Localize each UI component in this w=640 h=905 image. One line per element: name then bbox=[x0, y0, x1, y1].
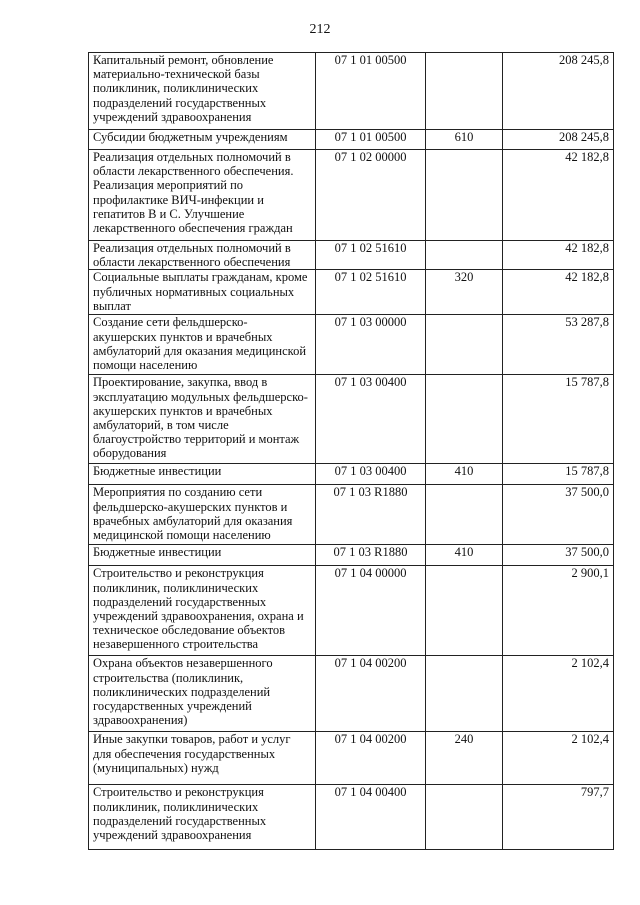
row-code: 07 1 04 00400 bbox=[316, 785, 426, 850]
row-code: 07 1 01 00500 bbox=[316, 53, 426, 130]
row-name: Субсидии бюджетным учреждениям bbox=[89, 130, 316, 150]
budget-table bbox=[88, 52, 614, 850]
row-code: 07 1 03 00400 bbox=[316, 375, 426, 464]
row-kvr bbox=[426, 785, 503, 850]
row-name: Создание сети фельдшерско-акушерских пунктов и врачебных амбулаторий для оказания медицинской помощи населению bbox=[89, 315, 316, 375]
table-row bbox=[89, 485, 614, 545]
row-code: 07 1 02 51610 bbox=[316, 241, 426, 270]
table-row bbox=[89, 315, 614, 375]
row-name: Охрана объектов незавершенного строительства (поликлиник, поликлинических подразделений государственных учреждений здравоохранения) bbox=[89, 656, 316, 732]
row-code: 07 1 04 00000 bbox=[316, 566, 426, 656]
table-row bbox=[89, 270, 614, 315]
row-code: 07 1 04 00200 bbox=[316, 656, 426, 732]
row-name: Строительство и реконструкция поликлиник, поликлинических подразделений государственных учреждений здравоохранения bbox=[89, 785, 316, 850]
row-code: 07 1 04 00200 bbox=[316, 732, 426, 785]
table-row bbox=[89, 732, 614, 785]
row-kvr: 410 bbox=[426, 464, 503, 485]
row-code: 07 1 03 00400 bbox=[316, 464, 426, 485]
row-name: Социальные выплаты гражданам, кроме публичных нормативных социальных выплат bbox=[89, 270, 316, 315]
row-code: 07 1 02 51610 bbox=[316, 270, 426, 315]
row-kvr bbox=[426, 566, 503, 656]
row-sum: 42 182,8 bbox=[503, 241, 614, 270]
table-row bbox=[89, 150, 614, 241]
row-kvr bbox=[426, 315, 503, 375]
row-name: Бюджетные инвестиции bbox=[89, 545, 316, 566]
row-sum: 2 102,4 bbox=[503, 656, 614, 732]
row-name: Проектирование, закупка, ввод в эксплуатацию модульных фельдшерско-акушерских пунктов и врачебных амбулаторий, в том числе благоустройство территорий и монтаж оборудования bbox=[89, 375, 316, 464]
table-row bbox=[89, 656, 614, 732]
table-row bbox=[89, 785, 614, 850]
page-number: 212 bbox=[309, 22, 331, 37]
row-sum: 208 245,8 bbox=[503, 130, 614, 150]
table-row bbox=[89, 130, 614, 150]
row-kvr: 320 bbox=[426, 270, 503, 315]
row-sum: 2 900,1 bbox=[503, 566, 614, 656]
row-kvr bbox=[426, 656, 503, 732]
row-sum: 53 287,8 bbox=[503, 315, 614, 375]
row-kvr: 410 bbox=[426, 545, 503, 566]
table-row bbox=[89, 545, 614, 566]
row-sum: 42 182,8 bbox=[503, 270, 614, 315]
row-name: Бюджетные инвестиции bbox=[89, 464, 316, 485]
row-name: Реализация отдельных полномочий в области лекарственного обеспечения bbox=[89, 241, 316, 270]
row-sum: 15 787,8 bbox=[503, 464, 614, 485]
table-row bbox=[89, 241, 614, 270]
row-kvr bbox=[426, 375, 503, 464]
row-kvr: 240 bbox=[426, 732, 503, 785]
row-name: Иные закупки товаров, работ и услуг для обеспечения государственных (муниципальных) нужд bbox=[89, 732, 316, 785]
row-kvr bbox=[426, 485, 503, 545]
row-name: Строительство и реконструкция поликлиник, поликлинических подразделений государственных учреждений здравоохранения, охрана и техническое обследование объектов незавершенного строительства bbox=[89, 566, 316, 656]
row-name: Капитальный ремонт, обновление материально-технической базы поликлиник, поликлинических подразделений государственных учреждений здравоохранения bbox=[89, 53, 316, 130]
row-kvr: 610 bbox=[426, 130, 503, 150]
row-code: 07 1 03 R1880 bbox=[316, 485, 426, 545]
row-sum: 37 500,0 bbox=[503, 545, 614, 566]
row-code: 07 1 03 00000 bbox=[316, 315, 426, 375]
table-row bbox=[89, 375, 614, 464]
row-sum: 15 787,8 bbox=[503, 375, 614, 464]
row-name: Мероприятия по созданию сети фельдшерско-акушерских пунктов и врачебных амбулаторий для оказания медицинской помощи населению bbox=[89, 485, 316, 545]
row-name: Реализация отдельных полномочий в области лекарственного обеспечения. Реализация мероприятий по профилактике ВИЧ-инфекции и гепатитов В и С. Улучшение лекарственного обеспечения граждан bbox=[89, 150, 316, 241]
row-kvr bbox=[426, 150, 503, 241]
table-row bbox=[89, 53, 614, 130]
row-sum: 2 102,4 bbox=[503, 732, 614, 785]
row-sum: 208 245,8 bbox=[503, 53, 614, 130]
row-sum: 37 500,0 bbox=[503, 485, 614, 545]
row-sum: 797,7 bbox=[503, 785, 614, 850]
row-kvr bbox=[426, 53, 503, 130]
table-row bbox=[89, 464, 614, 485]
row-sum: 42 182,8 bbox=[503, 150, 614, 241]
row-code: 07 1 01 00500 bbox=[316, 130, 426, 150]
row-code: 07 1 02 00000 bbox=[316, 150, 426, 241]
row-kvr bbox=[426, 241, 503, 270]
row-code: 07 1 03 R1880 bbox=[316, 545, 426, 566]
table-row bbox=[89, 566, 614, 656]
